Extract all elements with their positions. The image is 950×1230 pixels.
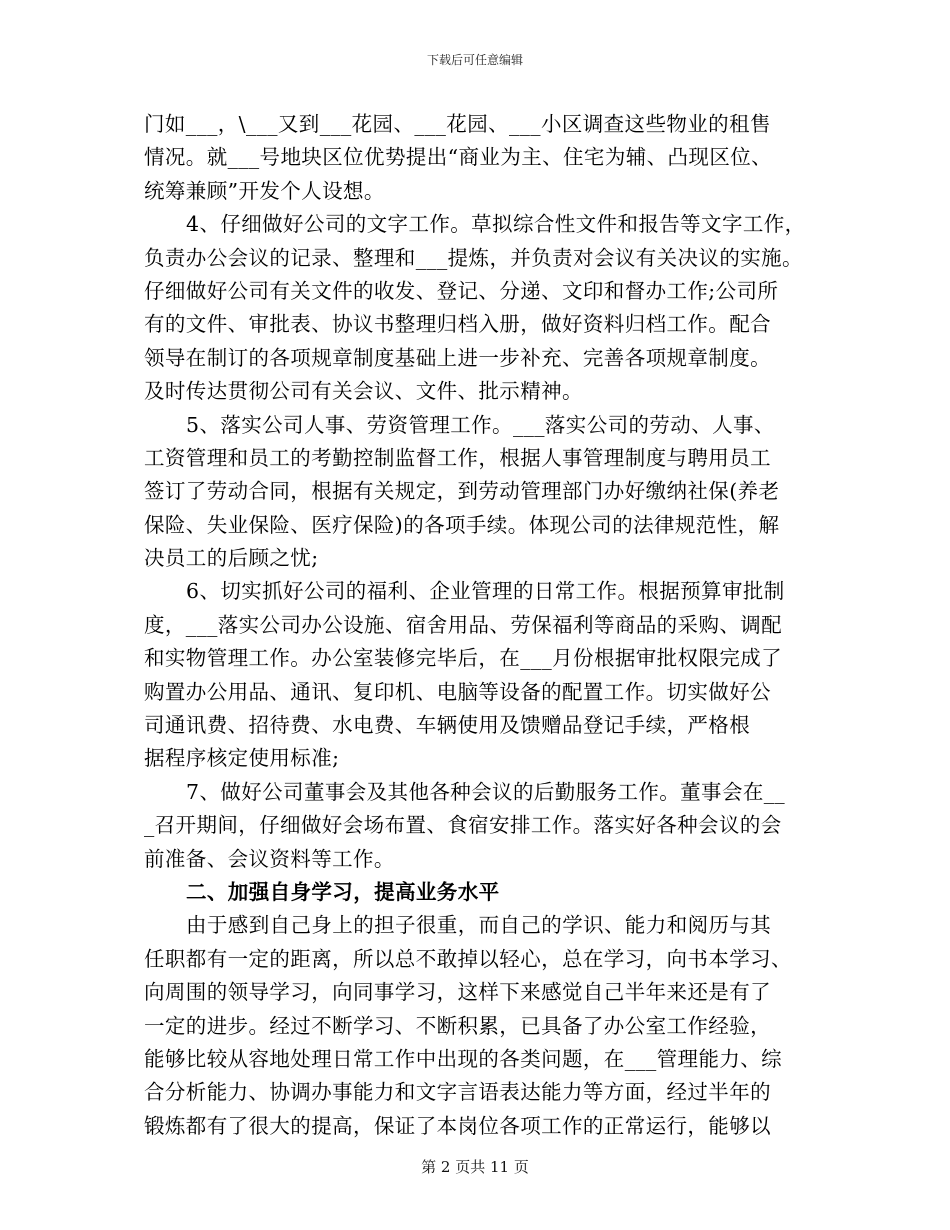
text-line: 购置办公用品、通讯、复印机、电脑等设备的配置工作。切实做好公 xyxy=(144,679,771,704)
paragraph-6-start: 6、切实抓好公司的福利、企业管理的日常工作。根据预算审批制 xyxy=(186,579,785,604)
text-line: 情况。就___号地块区位优势提出“商业为主、住宅为辅、凸现区位、 xyxy=(144,145,773,170)
document-body xyxy=(144,108,824,1143)
text-line: 据程序核定使用标准; xyxy=(144,746,340,771)
page-number: 第 2 页共 11 页 xyxy=(421,1158,529,1176)
text-line: 向周围的领导学习，向同事学习，这样下来感觉自己半年来还是有了 xyxy=(144,980,771,1005)
text-line: 签订了劳动合同，根据有关规定，到劳动管理部门办好缴纳社保(养老 xyxy=(144,479,780,504)
text-line: 保险、失业保险、医疗保险)的各项手续。体现公司的法律规范性，解 xyxy=(144,512,780,537)
text-line: 前准备、会议资料等工作。 xyxy=(144,846,395,871)
text-line: 度，___落实公司办公设施、宿舍用品、劳保福利等商品的采购、调配 xyxy=(144,612,783,637)
text-line: 有的文件、审批表、协议书整理归档入册，做好资料归档工作。配合 xyxy=(144,312,771,337)
text-line: 司通讯费、招待费、水电费、车辆使用及馈赠品登记手续，严格根 xyxy=(144,713,751,738)
text-line: 决员工的后顾之忧; xyxy=(144,546,319,571)
text-line: 任职都有一定的距离，所以总不敢掉以轻心，总在学习，向书本学习、 xyxy=(144,946,792,971)
paragraph-4-start: 4、仔细做好公司的文字工作。草拟综合性文件和报告等文字工作， xyxy=(186,212,806,237)
text-line: 负责办公会议的记录、整理和___提炼，并负责对会议有关决议的实施。 xyxy=(144,245,803,270)
text-line: 和实物管理工作。办公室装修完毕后，在___月份根据审批权限完成了 xyxy=(144,646,783,671)
text-line: 领导在制订的各项规章制度基础上进一步补充、完善各项规章制度。 xyxy=(144,345,771,370)
paragraph-5-start: 5、落实公司人事、劳资管理工作。___落实公司的劳动、人事、 xyxy=(186,412,775,437)
text-line: 锻炼都有了很大的提高，保证了本岗位各项工作的正常运行，能够以 xyxy=(144,1113,771,1138)
text-line: 工资管理和员工的考勤控制监督工作，根据人事管理制度与聘用员工 xyxy=(144,445,771,470)
text-line: _召开期间，仔细做好会场布置、食宿安排工作。落实好各种会议的会 xyxy=(144,813,782,838)
text-line: 能够比较从容地处理日常工作中出现的各类问题，在___管理能力、综 xyxy=(144,1046,783,1071)
text-line: 仔细做好公司有关文件的收发、登记、分递、文印和督办工作;公司所 xyxy=(144,278,779,303)
text-line: 及时传达贯彻公司有关会议、文件、批示精神。 xyxy=(144,379,583,404)
text-line: 统筹兼顾”开发个人设想。 xyxy=(144,178,385,203)
text-line: 门如___，\___又到___花园、___花园、___小区调查这些物业的租售 xyxy=(144,112,771,136)
paragraph-7-start: 7、做好公司董事会及其他各种会议的后勤服务工作。董事会在__ xyxy=(186,779,786,804)
section-heading: 二、加强自身学习，提高业务水平 xyxy=(186,879,500,904)
page-header: 下载后可任意编辑 xyxy=(426,53,523,67)
paragraph-start: 由于感到自己身上的担子很重，而自己的学识、能力和阅历与其 xyxy=(186,913,772,938)
text-line: 合分析能力、协调办事能力和文字言语表达能力等方面，经过半年的 xyxy=(144,1080,771,1105)
text-line: 一定的进步。经过不断学习、不断积累，已具备了办公室工作经验， xyxy=(144,1013,771,1038)
